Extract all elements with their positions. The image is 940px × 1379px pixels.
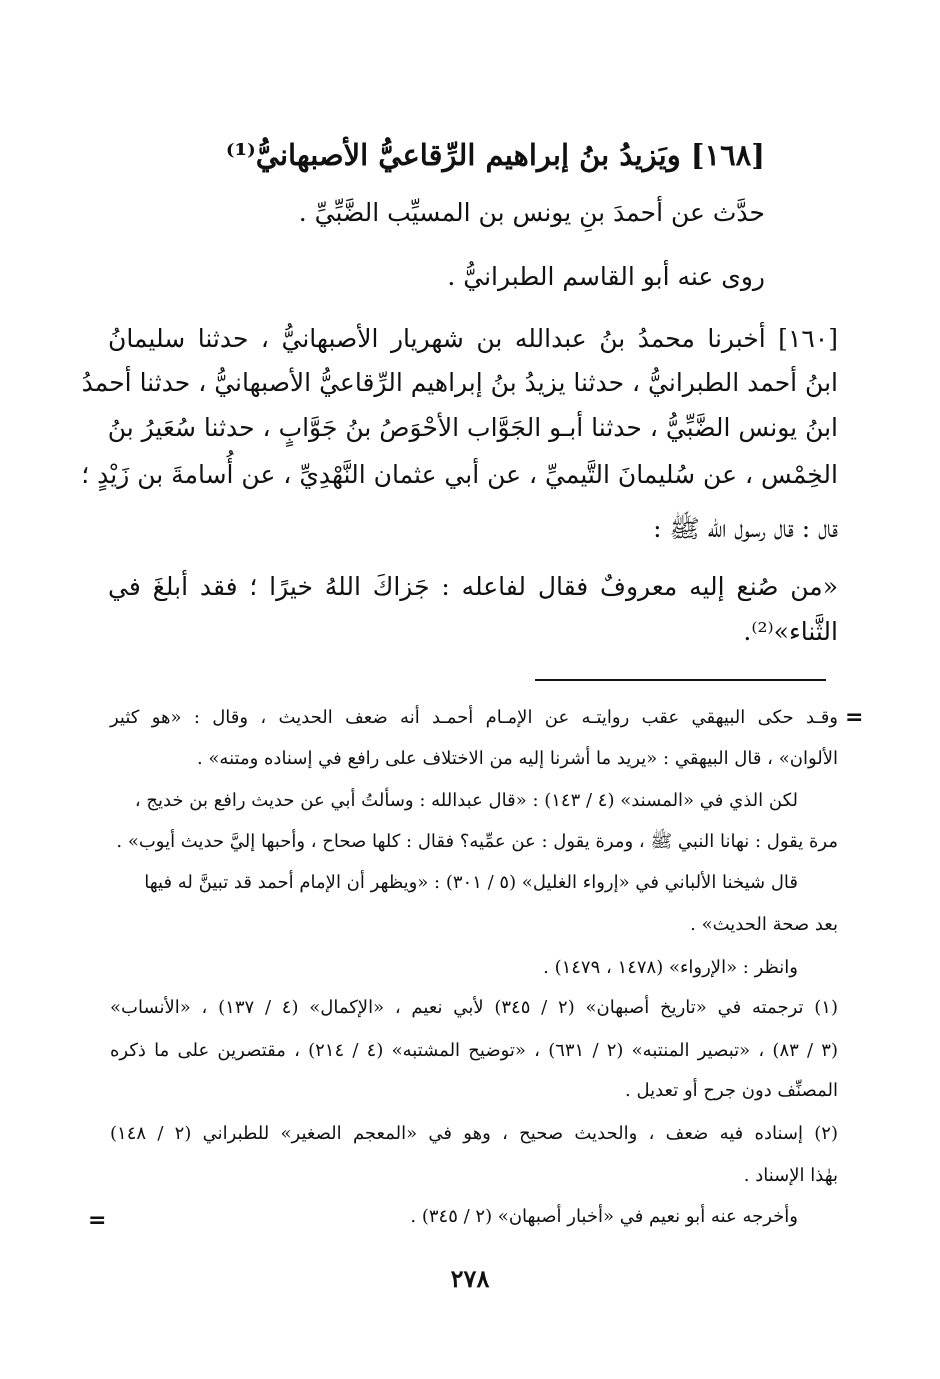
footnote-continuation-mark: =: [845, 705, 864, 730]
hadith-chain-line-2: ابنُ أحمد الطبرانيُّ ، حدثنا يزيدُ بنُ إبراهيم الرِّقاعيُّ الأصبهانيُّ ، حدثنا أحمدُ: [81, 368, 838, 397]
footnote-line: وانظر : «الإرواء» (١٤٧٨ ، ١٤٧٩) .: [543, 957, 798, 978]
entry-title: [١٦٨] ويَزيدُ بنُ إبراهيم الرِّقاعيُّ الأصبهانيُّ⁽¹⁾: [225, 138, 765, 172]
hadith-chain-line-1: [١٦٠] أخبرنا محمدُ بنُ عبدالله بن شهريار الأصبهانيُّ ، حدثنا سليمانُ: [108, 324, 838, 353]
footnote-1-line: (٣ / ٨٣) ، «تبصير المنتبه» (٢ / ٦٣١) ، «توضيح المشتبه» (٤ / ٢١٤) ، مقتصرين على ما ذكره: [110, 1040, 838, 1061]
footnote-end-mark: =: [88, 1208, 107, 1233]
footnote-1-line: المصنِّف دون جرح أو تعديل .: [625, 1080, 838, 1101]
entry-student-line: روى عنه أبو القاسم الطبرانيُّ .: [447, 262, 765, 291]
hadith-text-line-1: «من صُنع إليه معروفٌ فقال لفاعله : جَزاكَ اللهُ خيرًا ؛ فقد أبلغَ في: [108, 572, 838, 601]
hadith-chain-line-5: قال : قال رسول الله ﷺ :: [653, 514, 838, 543]
hadith-chain-line-3: ابنُ يونس الضَّبِّيُّ ، حدثنا أبـو الجَوَّاب الأحْوَصُ بنُ جَوَّابٍ ، حدثنا سُعَيرُ بنُ: [107, 413, 838, 442]
footnote-2-line: (٢) إسناده فيه ضعف ، والحديث صحيح ، وهو في «المعجم الصغير» للطبراني (٢ / ١٤٨): [110, 1123, 838, 1144]
footnote-line: لكن الذي في «المسند» (٤ / ١٤٣) : «قال عبدالله : وسألتُ أبي عن حديث رافع بن خديج ،: [134, 790, 798, 811]
footnote-line: قال شيخنا الألباني في «إرواء الغليل» (٥ / ٣٠١) : «ويظهر أن الإمام أحمد قد تبينَّ له فيها: [144, 872, 798, 893]
footnote-2-line: وأخرجه عنه أبو نعيم في «أخبار أصبهان» (٢ / ٣٤٥) .: [410, 1206, 798, 1227]
footnote-separator: [535, 679, 826, 681]
entry-teacher-line: حدَّث عن أحمدَ بنِ يونس بن المسيِّب الضَّبِّيِّ .: [298, 198, 765, 227]
footnote-line: وقـد حكى البيهقي عقب روايتـه عن الإمـام أحمـد أنه ضعف الحديث ، وقال : «هو كثير: [110, 707, 838, 728]
page-number: ٢٧٨: [450, 1264, 490, 1293]
footnote-line: مرة يقول : نهانا النبي ﷺ ، ومرة يقول : عن عمِّيه؟ فقال : كلها صحاح ، وأحبها إليَّ حديث أيوب» .: [116, 831, 838, 852]
footnote-2-line: بهٰذا الإسناد .: [743, 1165, 838, 1186]
footnote-line: الألوان» ، قال البيهقي : «يريد ما أشرنا إليه من الاختلاف على رافع في إسناده ومتنه» .: [196, 748, 838, 769]
hadith-text-line-2: الثَّناء»⁽²⁾.: [743, 617, 838, 646]
footnote-1-line: (١) ترجمته في «تاريخ أصبهان» (٢ / ٣٤٥) لأبي نعيم ، «الإكمال» (٤ / ١٣٧) ، «الأنساب»: [110, 997, 838, 1018]
hadith-chain-line-4: الخِمْس ، عن سُليمانَ التَّيميِّ ، عن أبي عثمان النَّهْدِيِّ ، عن أُسامةَ بن زَيْدٍ ؛: [81, 460, 838, 489]
footnote-line: بعد صحة الحديث» .: [690, 914, 838, 935]
